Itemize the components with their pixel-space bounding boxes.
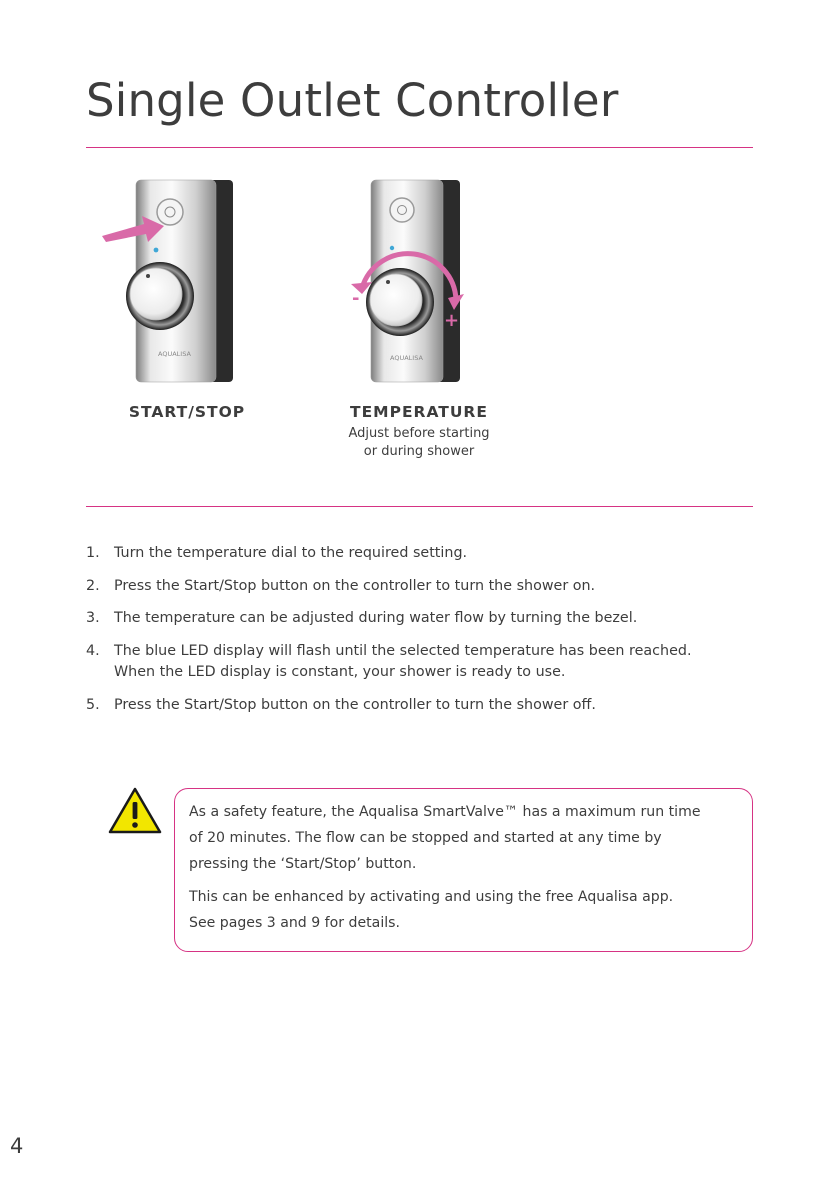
step-item [86,641,766,684]
step-item [86,576,766,598]
step-text: Turn the temperature dial to the required setting. [114,545,468,561]
safety-note-paragraph [189,799,740,877]
step-text: The blue LED display will flash until the selected temperature has been reached. [114,642,692,659]
title-divider [86,147,753,148]
note-line: See pages 3 and 9 for details. [189,915,400,931]
safety-note-paragraph [189,884,740,936]
page-title: Single Outlet Controller [86,74,619,127]
step-text: When the LED display is constant, your shower is ready to use. [114,664,566,680]
note-line: As a safety feature, the Aqualisa SmartValve™ has a maximum run time [189,804,701,820]
note-line: of 20 minutes. The flow can be stopped and started at any time by [189,830,662,846]
step-text: Press the Start/Stop button on the controller to turn the shower on. [114,577,596,594]
temperature-label: TEMPERATURE [350,403,488,421]
start-stop-caption [96,403,278,421]
step-number: 4. [86,642,100,659]
temperature-caption [320,403,518,461]
temperature-subcaption-line1: Adjust before starting [348,426,490,441]
brand-logo: AQUALISA [158,350,191,358]
page-number: 4 [10,1134,24,1158]
step-number: 3. [86,610,100,626]
minus-sign: - [352,288,360,309]
section-divider [86,506,753,507]
step-number: 2. [86,577,100,594]
step-number: 5. [86,696,100,713]
warning-triangle-icon [108,787,162,835]
temperature-controller-image [338,176,473,386]
safety-note-box [174,788,753,952]
start-stop-label: START/STOP [128,403,246,421]
note-line: This can be enhanced by activating and using the free Aqualisa app. [189,889,674,905]
step-number: 1. [86,545,100,561]
step-item [86,695,766,717]
step-item [86,608,766,630]
step-item [86,543,766,565]
step-text: Press the Start/Stop button on the controller to turn the shower off. [114,696,596,713]
plus-sign: + [444,310,460,331]
start-stop-controller-image [96,176,246,386]
instruction-steps [86,543,766,727]
temperature-subcaption-line2: or during shower [363,444,475,459]
note-line: pressing the ‘Start/Stop’ button. [189,856,417,872]
step-text: The temperature can be adjusted during water flow by turning the bezel. [114,610,638,626]
brand-logo: AQUALISA [390,354,423,362]
